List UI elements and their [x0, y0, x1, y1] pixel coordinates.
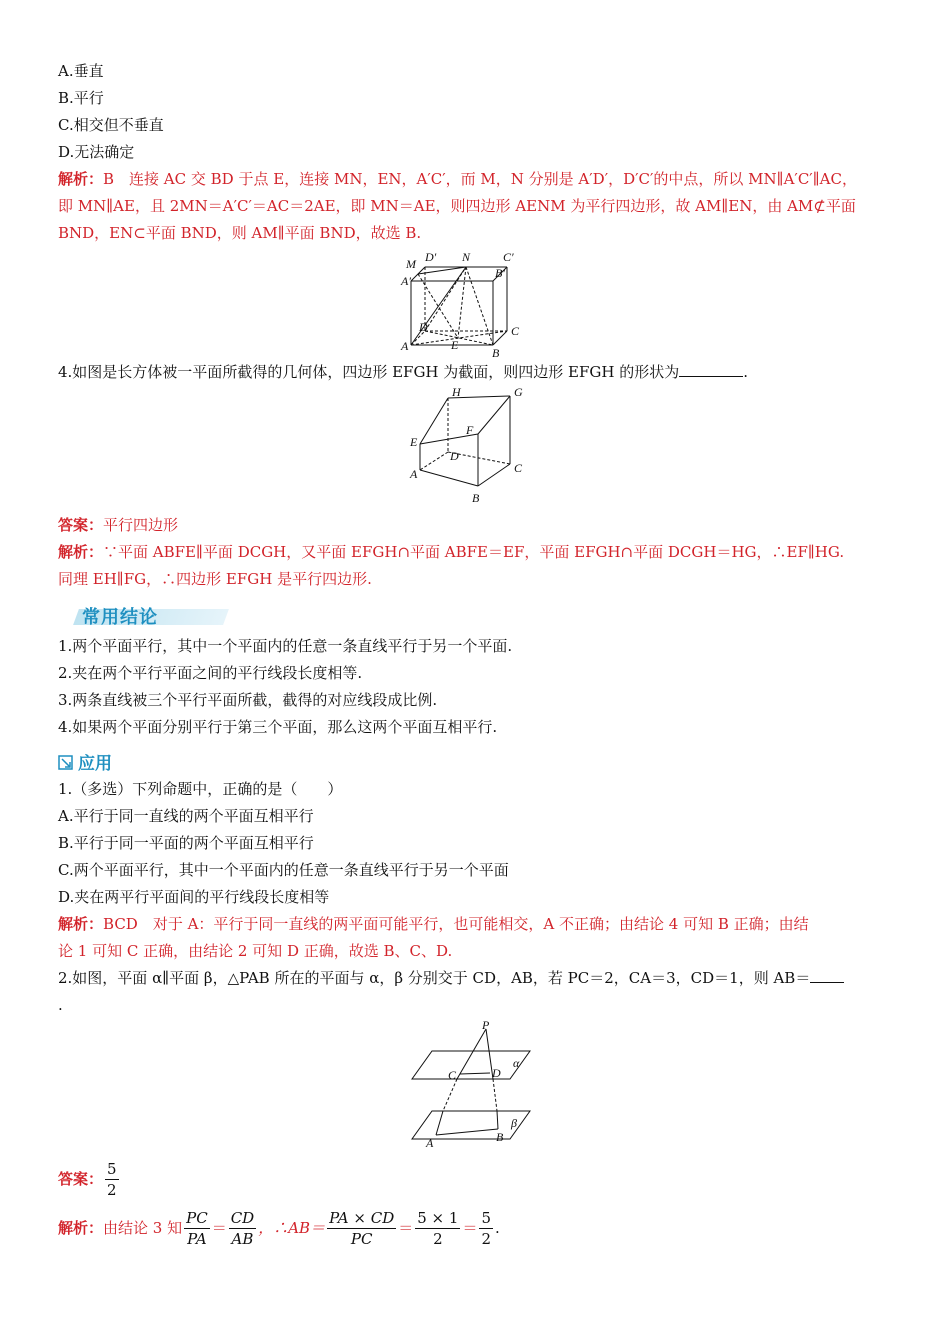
apply-q2-jiexi-label: 解析： — [58, 1219, 104, 1237]
cube-label-b: B — [492, 346, 500, 360]
section-title: 常用结论 — [82, 607, 158, 628]
cube-label-m: M — [406, 257, 416, 271]
apply-q2-answer-num: 5 — [107, 1160, 117, 1178]
cuboid-cut-figure — [408, 385, 538, 508]
formula-eq1: ＝ — [211, 1219, 227, 1237]
q4-stem-end: . — [743, 363, 749, 381]
apply-q1-option-b: B.平行于同一平面的两个平面互相平行 — [58, 834, 314, 852]
q4-stem-text: 4.如图是长方体被一平面所截得的几何体，四边形 EFGH 为截面，则四边形 EFGH 的形状为 — [58, 363, 680, 381]
q3-option-c: C.相交但不垂直 — [58, 116, 164, 134]
apply-q1-option-c: C.两个平面平行，其中一个平面内的任意一条直线平行于另一个平面 — [58, 861, 509, 879]
formula-f2-den: AB — [231, 1230, 254, 1248]
apply-q1-option-a: A.平行于同一直线的两个平面互相平行 — [58, 807, 314, 825]
apply-q1-jiexi-text1: BCD 对于 A：平行于同一直线的两平面可能平行，也可能相交，A 不正确；由结论 4 可知 B 正确；由结 — [103, 915, 809, 933]
formula-f4-den: 2 — [433, 1230, 443, 1248]
apply-q2-stem-text: 2.如图，平面 α∥平面 β，△PAB 所在的平面与 α，β 分别交于 CD，AB，若 PC＝2，CA＝3，CD＝1，则 AB＝ — [58, 969, 811, 987]
planes-label-a: A — [426, 1136, 434, 1150]
apply-q2-answer-den: 2 — [107, 1181, 117, 1199]
formula-mid: ，∴AB＝ — [258, 1219, 326, 1237]
planes-label-alpha: α — [513, 1056, 520, 1070]
formula-f3-num: PA × CD — [329, 1209, 395, 1227]
cuboid-label-d: D — [450, 449, 459, 463]
formula-f3-den: PC — [350, 1230, 373, 1248]
formula-f5-num: 5 — [481, 1209, 492, 1227]
apply-q2-answer — [58, 1159, 888, 1200]
q3-jiexi-label: 解析： — [58, 170, 104, 188]
cube-label-a: A — [401, 339, 409, 353]
apply-heading — [58, 749, 888, 774]
q3-jiexi-text1: B 连接 AC 交 BD 于点 E，连接 MN，EN，A′C′，而 M，N 分别是 A′D′，D′C′的中点，所以 MN∥A′C′∥AC， — [103, 170, 857, 188]
cube-label-cp: C′ — [503, 250, 514, 264]
apply-icon — [58, 754, 74, 770]
cuboid-label-h: H — [452, 385, 461, 399]
apply-q2-answer-label: 答案： — [58, 1170, 104, 1188]
apply-q1-jiexi-line2: 论 1 可知 C 正确，由结论 2 可知 D 正确，故选 B、C、D. — [58, 942, 453, 960]
apply-q2-jiexi-prefix: 由结论 3 知 — [103, 1219, 183, 1237]
cube-label-e: E — [451, 338, 459, 352]
apply-q1-jiexi-label: 解析： — [58, 915, 104, 933]
apply-title: 应用 — [78, 754, 112, 774]
q4-answer-label: 答案： — [58, 516, 104, 534]
formula-fraction-5 — [479, 1208, 493, 1249]
cube-label-ap: A′ — [401, 274, 411, 288]
section-banner — [76, 603, 246, 629]
q3-jiexi-line2: 即 MN∥AE，且 2MN＝A′C′＝AC＝2AE，即 MN＝AE，则四边形 AENM 为平行四边形，故 AM∥EN，由 AM⊄平面 — [58, 197, 856, 215]
q3-option-a: A.垂直 — [58, 62, 104, 80]
conclusion-1: 1.两个平面平行，其中一个平面内的任意一条直线平行于另一个平面. — [58, 637, 513, 655]
q4-answer — [58, 512, 888, 539]
apply-q2-stem-end: . — [58, 996, 63, 1014]
formula-fraction-1 — [184, 1208, 210, 1249]
cuboid-label-f: F — [466, 423, 474, 437]
cube-label-n: N — [462, 250, 471, 264]
formula-f2-num: CD — [230, 1209, 255, 1227]
formula-f4-num: 5 × 1 — [417, 1209, 459, 1227]
apply-q2-answer-fraction — [105, 1159, 119, 1200]
cuboid-label-g: G — [514, 385, 523, 399]
q4-answer-blank — [679, 376, 743, 377]
q4-jiexi-line2: 同理 EH∥FG，∴四边形 EFGH 是平行四边形. — [58, 570, 372, 588]
formula-f1-den: PA — [187, 1230, 207, 1248]
cuboid-label-a: A — [410, 467, 418, 481]
q3-jiexi-line1 — [58, 166, 888, 193]
q3-jiexi-line3: BND，EN⊂平面 BND，则 AM∥平面 BND，故选 B. — [58, 224, 422, 242]
apply-q1-option-d: D.夹在两平行平面间的平行线段长度相等 — [58, 888, 330, 906]
apply-q2-answer-blank — [810, 982, 844, 983]
planes-label-beta: β — [511, 1116, 517, 1130]
formula-eq2: ＝ — [398, 1219, 414, 1237]
formula-end: . — [495, 1219, 500, 1237]
apply-q2-stem — [58, 965, 888, 992]
cuboid-label-e: E — [410, 435, 418, 449]
q3-option-b: B.平行 — [58, 89, 104, 107]
q3-option-d: D.无法确定 — [58, 143, 135, 161]
conclusion-2: 2.夹在两个平行平面之间的平行线段长度相等. — [58, 664, 363, 682]
formula-eq3: ＝ — [462, 1219, 478, 1237]
conclusion-3: 3.两条直线被三个平行平面所截，截得的对应线段成比例. — [58, 691, 438, 709]
q4-jiexi-line1 — [58, 539, 888, 566]
planes-label-c: C — [448, 1068, 457, 1082]
cube-label-dp: D′ — [425, 250, 437, 264]
q4-answer-text: 平行四边形 — [103, 516, 179, 534]
cuboid-label-c: C — [514, 461, 523, 475]
formula-f1-num: PC — [186, 1209, 208, 1227]
planes-label-p: P — [482, 1018, 490, 1032]
formula-f5-den: 2 — [481, 1230, 492, 1248]
planes-label-d: D — [492, 1066, 501, 1080]
planes-label-b: B — [496, 1130, 504, 1144]
conclusion-4: 4.如果两个平面分别平行于第三个平面，那么这两个平面互相平行. — [58, 718, 498, 736]
parallel-planes-figure — [408, 1018, 538, 1153]
document-page — [58, 58, 888, 1249]
formula-fraction-4 — [415, 1208, 460, 1249]
apply-q2-jiexi — [58, 1208, 888, 1249]
q4-jiexi-label: 解析： — [58, 543, 104, 561]
apply-q1-jiexi-line1 — [58, 911, 888, 938]
apply-q1-stem: 1.（多选）下列命题中，正确的是（ ） — [58, 780, 343, 798]
cube-figure — [403, 247, 543, 359]
formula-fraction-3 — [327, 1208, 396, 1249]
cube-label-c: C — [511, 324, 520, 338]
q4-stem — [58, 359, 888, 386]
cube-label-bp: B′ — [495, 266, 505, 280]
cube-label-d: D — [419, 320, 428, 334]
formula-fraction-2 — [229, 1208, 257, 1249]
q4-jiexi-text1: ∵平面 ABFE∥平面 DCGH，又平面 EFGH∩平面 ABFE＝EF，平面 EFGH∩平面 DCGH＝HG，∴EF∥HG. — [103, 543, 845, 561]
cuboid-label-b: B — [472, 491, 480, 505]
